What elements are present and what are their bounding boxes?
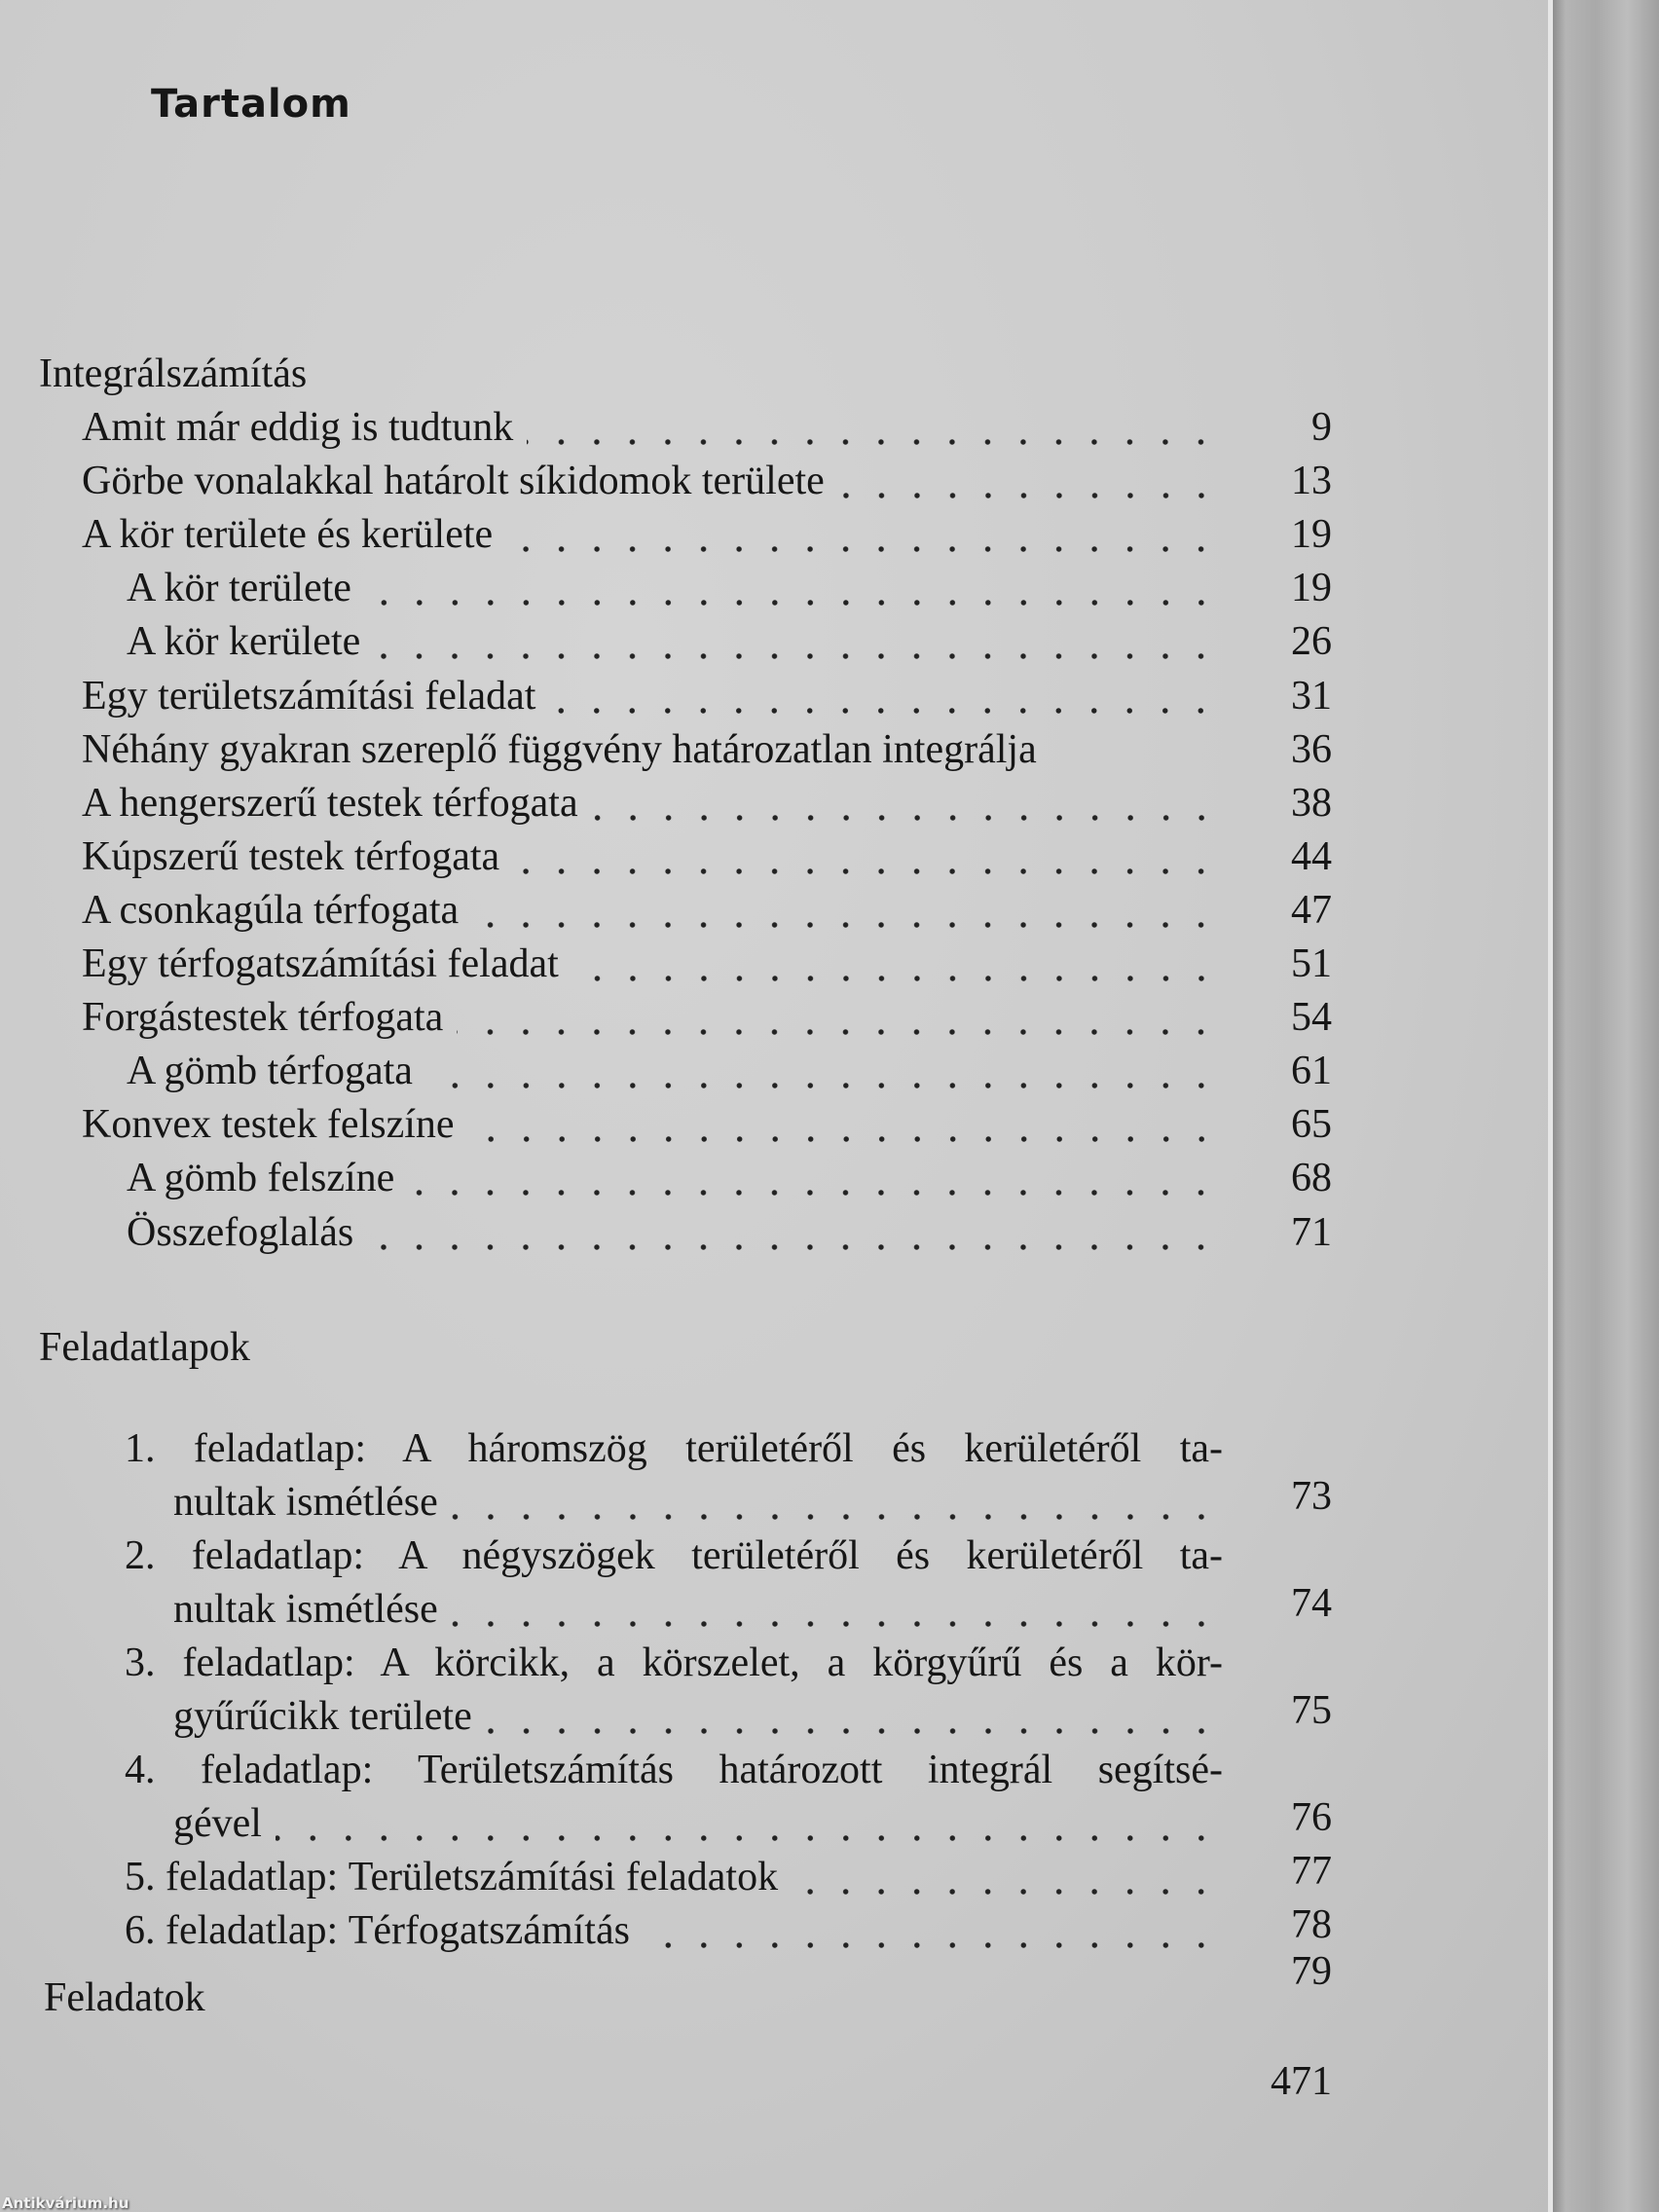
entry-page: 9 <box>1311 405 1332 450</box>
section-heading: Integrálszámítás <box>39 351 308 396</box>
dot-leader <box>452 1476 1219 1530</box>
toc-entry <box>173 1690 1225 1744</box>
worksheet-number: 2. <box>125 1533 156 1578</box>
toc-entry <box>82 830 1225 884</box>
worksheet-title-cont: gével <box>173 1801 262 1846</box>
entry-title: Kúpszerű testek térfogata <box>82 833 500 879</box>
toc-entry <box>173 1797 1225 1851</box>
entry-title: Egy területszámítási feladat <box>82 673 536 719</box>
dot-leader <box>365 562 1219 615</box>
worksheet-number: 3. <box>125 1641 156 1685</box>
toc-entry <box>127 1045 1225 1098</box>
worksheet-number: 1. <box>125 1426 156 1471</box>
entry-page: 74 <box>1291 1581 1332 1626</box>
worksheet-label: feladatlap: <box>166 1908 339 1953</box>
toc-entry <box>125 1851 1225 1904</box>
entry-page: 38 <box>1291 780 1332 826</box>
dot-leader <box>838 455 1219 508</box>
entry-title: A gömb felszíne <box>127 1156 395 1201</box>
worksheet-title: A háromszög területéről és kerületéről ta- <box>402 1426 1223 1471</box>
worksheet-label: feladatlap: <box>166 1855 339 1899</box>
worksheet-title-cont: gyűrűcikk területe <box>173 1694 472 1739</box>
dot-leader <box>592 777 1219 830</box>
dot-leader <box>513 830 1219 884</box>
entry-page: 51 <box>1291 941 1332 986</box>
entry-page: 19 <box>1291 566 1332 611</box>
dot-leader <box>374 615 1219 669</box>
worksheet-line <box>125 1530 1223 1583</box>
entry-title: Görbe vonalakkal határolt síkidomok területe <box>82 459 825 504</box>
watermark: Antikvárium.hu <box>2 2194 129 2212</box>
entry-page: 79 <box>1291 1949 1332 1994</box>
entry-title: Forgástestek térfogata <box>82 995 444 1041</box>
worksheet-number: 4. <box>125 1748 156 1792</box>
worksheet-label: feladatlap: <box>191 1533 365 1578</box>
toc-entry <box>127 562 1225 615</box>
toc-entry <box>82 777 1225 830</box>
entry-page: 26 <box>1291 619 1332 665</box>
toc-entry <box>82 401 1225 455</box>
worksheet-number: 6. <box>125 1908 156 1953</box>
worksheet-title-cont: nultak ismétlése <box>173 1480 438 1525</box>
toc-entry <box>82 723 1225 777</box>
dot-leader <box>457 991 1219 1045</box>
entry-page: 71 <box>1291 1209 1332 1255</box>
worksheet-label: feladatlap: <box>182 1641 355 1685</box>
toc-entry <box>82 991 1225 1045</box>
section-heading: Feladatlapok <box>39 1325 250 1370</box>
entry-page: 77 <box>1291 1849 1332 1894</box>
entry-page: 73 <box>1291 1474 1332 1519</box>
dot-leader <box>549 670 1219 723</box>
entry-title: A csonkagúla térfogata <box>82 887 460 933</box>
dot-leader <box>367 1206 1219 1260</box>
worksheet-title: Területszámítási feladatok <box>348 1855 779 1899</box>
dot-leader <box>468 1098 1219 1152</box>
entry-title: Néhány gyakran szereplő függvény határozatlan integrálja <box>82 726 1037 772</box>
worksheet-label: feladatlap: <box>201 1748 374 1792</box>
entry-page: 47 <box>1291 887 1332 933</box>
dot-leader <box>486 1690 1219 1744</box>
dot-leader <box>644 1904 1219 1958</box>
entry-page: 31 <box>1291 673 1332 719</box>
toc-entry <box>125 1904 1225 1958</box>
dot-leader <box>506 508 1219 562</box>
toc-entry <box>82 455 1225 508</box>
entry-page: 44 <box>1291 833 1332 879</box>
entry-page: 54 <box>1291 995 1332 1041</box>
toc-entry <box>127 1206 1225 1260</box>
entry-title: Konvex testek felszíne <box>82 1102 455 1148</box>
entry-title: A kör területe <box>127 566 351 611</box>
toc-entry <box>82 938 1225 991</box>
page-stack-edge <box>1553 0 1659 2212</box>
page-title: Tartalom <box>151 82 351 127</box>
dot-leader <box>452 1583 1219 1637</box>
entry-page: 61 <box>1291 1049 1332 1094</box>
entry-title: Összefoglalás <box>127 1209 354 1255</box>
dot-leader <box>572 938 1219 991</box>
entry-title: Amit már eddig is tudtunk <box>82 405 514 450</box>
toc-entry <box>127 1152 1225 1205</box>
dot-leader <box>792 1851 1219 1904</box>
entry-title: A kör kerülete <box>127 619 361 665</box>
entry-title: A kör területe és kerülete <box>82 512 494 558</box>
entry-page: 36 <box>1291 726 1332 772</box>
dot-leader <box>276 1797 1219 1851</box>
entry-page: 13 <box>1291 459 1332 504</box>
entry-page: 76 <box>1291 1795 1332 1840</box>
worksheet-title: Térfogatszámítás <box>348 1908 630 1953</box>
toc-entry <box>82 508 1225 562</box>
toc-entry <box>82 884 1225 938</box>
worksheet-number: 5. <box>125 1855 156 1899</box>
entry-page: 65 <box>1291 1102 1332 1148</box>
entry-page: 78 <box>1291 1902 1332 1947</box>
toc-entry <box>82 670 1225 723</box>
entry-page: 19 <box>1291 512 1332 558</box>
worksheet-title: A négyszögek területéről és kerületéről ta- <box>398 1533 1224 1578</box>
worksheet-label: feladatlap: <box>193 1426 367 1471</box>
toc-entry <box>82 1098 1225 1152</box>
worksheet-title-cont: nultak ismétlése <box>173 1587 438 1632</box>
toc-entry <box>173 1583 1225 1637</box>
worksheet-title: Területszámítás határozott integrál segítsé- <box>418 1748 1223 1792</box>
dot-leader <box>426 1045 1219 1098</box>
entry-title: A gömb térfogata <box>127 1049 413 1094</box>
entry-title: Egy térfogatszámítási feladat <box>82 941 559 986</box>
entry-page: 75 <box>1291 1688 1332 1733</box>
entry-title: A hengerszerű testek térfogata <box>82 780 578 826</box>
dot-leader <box>527 401 1219 455</box>
toc-entry <box>127 615 1225 669</box>
worksheet-line <box>125 1744 1223 1797</box>
dot-leader <box>408 1152 1219 1205</box>
page-number: 471 <box>1271 2059 1332 2104</box>
final-entry: Feladatok <box>44 1975 205 2020</box>
worksheet-line <box>125 1422 1223 1476</box>
dot-leader <box>472 884 1219 938</box>
toc-entry <box>173 1476 1225 1530</box>
worksheet-title: A körcikk, a körszelet, a körgyűrű és a kör- <box>380 1641 1223 1685</box>
worksheet-line <box>125 1637 1223 1690</box>
entry-page: 68 <box>1291 1156 1332 1201</box>
